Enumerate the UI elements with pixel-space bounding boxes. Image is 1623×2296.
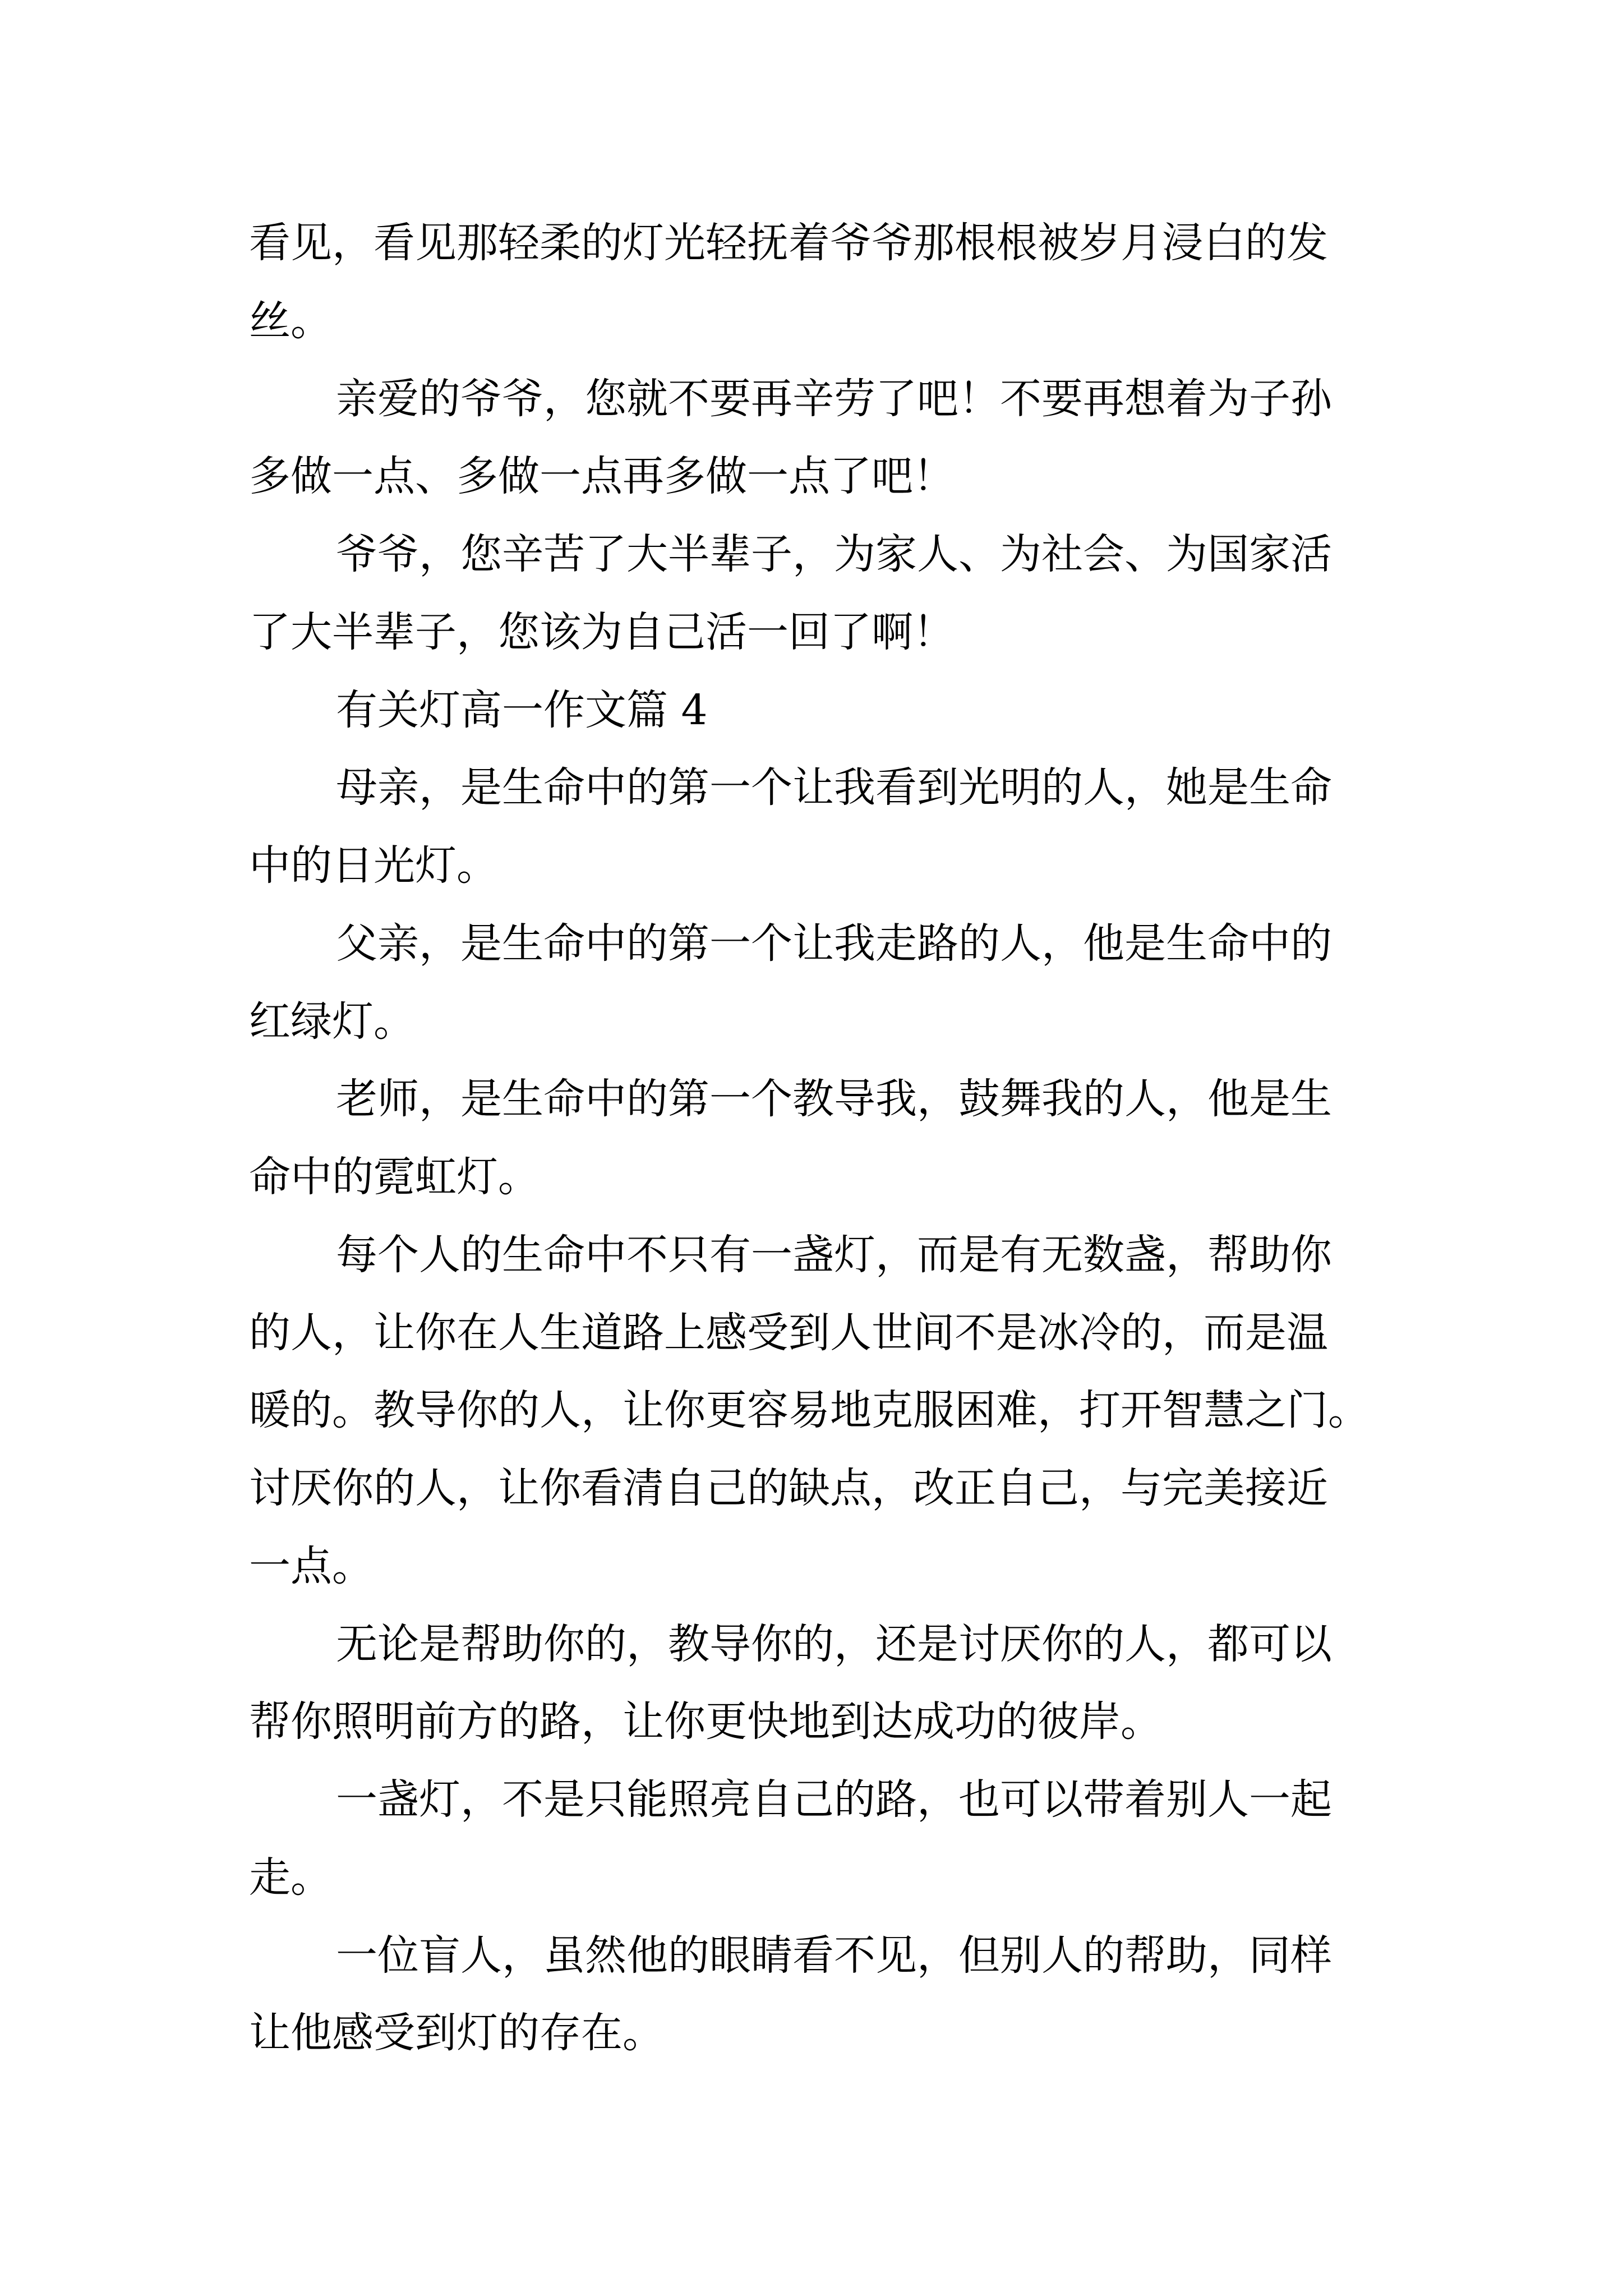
text-line: 命中的霓虹灯。: [249, 1153, 540, 1201]
text-line: 父亲，是生命中的第一个让我走路的人，他是生命中的: [336, 919, 1332, 968]
text-line: 看见，看见那轻柔的灯光轻抚着爷爷那根根被岁月浸白的发: [249, 219, 1328, 267]
text-line: 红绿灯。: [249, 997, 415, 1046]
text-line: 一位盲人，虽然他的眼睛看不见，但别人的帮助，同样: [336, 1931, 1332, 1980]
text-line: 一盏灯，不是只能照亮自己的路，也可以带着别人一起: [336, 1775, 1332, 1824]
text-line: 讨厌你的人，让你看清自己的缺点，改正自己，与完美接近: [249, 1464, 1328, 1512]
text-line: 丝。: [249, 297, 332, 345]
text-line: 爷爷，您辛苦了大半辈子，为家人、为社会、为国家活: [336, 530, 1332, 578]
text-line: 帮你照明前方的路，让你更快地到达成功的彼岸。: [249, 1697, 1162, 1746]
section-heading: 有关灯高一作文篇 4: [336, 686, 708, 734]
text-line: 多做一点、多做一点再多做一点了吧！: [249, 452, 955, 500]
text-line: 老师，是生命中的第一个教导我，鼓舞我的人，他是生: [336, 1075, 1332, 1123]
text-line: 亲爱的爷爷，您就不要再辛劳了吧！不要再想着为子孙: [336, 375, 1332, 423]
text-line: 的人，让你在人生道路上感受到人世间不是冰冷的，而是温: [249, 1309, 1328, 1357]
text-line: 每个人的生命中不只有一盏灯，而是有无数盏，帮助你: [336, 1231, 1332, 1279]
text-line: 母亲，是生命中的第一个让我看到光明的人，她是生命: [336, 763, 1332, 812]
text-line: 暖的。教导你的人，让你更容易地克服困难，打开智慧之门。: [249, 1386, 1370, 1434]
text-line: 走。: [249, 1853, 332, 1902]
text-line: 了大半辈子，您该为自己活一回了啊！: [249, 608, 955, 656]
text-line: 让他感受到灯的存在。: [249, 2009, 664, 2057]
text-line: 无论是帮助你的，教导你的，还是讨厌你的人，都可以: [336, 1620, 1332, 1668]
text-line: 一点。: [249, 1542, 374, 1590]
text-line: 中的日光灯。: [249, 841, 498, 890]
